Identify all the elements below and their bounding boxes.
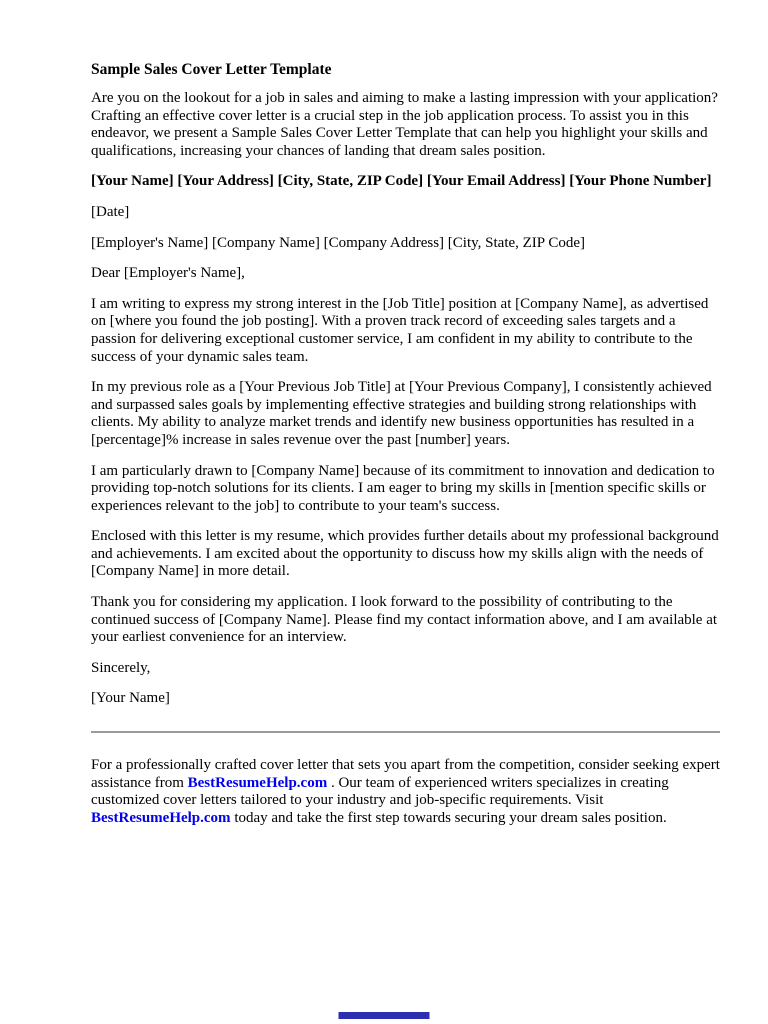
footer-promo-paragraph	[91, 757, 720, 827]
page-bottom-marker	[339, 1012, 430, 1019]
signature-placeholder-line: [Your Name]	[91, 690, 170, 707]
footer-text-segment-3: today and take the first step towards securing your dream sales position.	[230, 809, 667, 826]
employer-placeholder-line: [Employer's Name] [Company Name] [Company Address] [City, State, ZIP Code]	[91, 234, 585, 251]
closing-line: Sincerely,	[91, 659, 151, 676]
footer-divider	[91, 731, 720, 733]
bestresumehelp-link-2[interactable]: BestResumeHelp.com	[91, 809, 231, 826]
page-title: Sample Sales Cover Letter Template	[91, 61, 332, 78]
date-placeholder-line: [Date]	[91, 203, 130, 220]
body-paragraph-interest: I am writing to express my strong interest in the [Job Title] position at [Company Name], as advertised on [where you found the job posting]. With a proven track record of exceeding sales targets and a passion for delivering exceptional customer service, I am confident in my ability to contribute to the success of your dynamic sales team.	[91, 295, 709, 365]
intro-paragraph: Are you on the lookout for a job in sales and aiming to make a lasting impression with your application? Crafting an effective cover letter is a crucial step in the job application process. To assist you in this endeavor, we present a Sample Sales Cover Letter Template that can help you highlight your skills and qualifications, increasing your chances of landing that dream sales position.	[91, 90, 718, 159]
body-paragraph-thank-you: Thank you for considering my application. I look forward to the possibility of contributing to the continued success of [Company Name]. Please find my contact information above, and I am available at your earliest convenience for an interview.	[91, 594, 718, 646]
salutation-line: Dear [Employer's Name],	[91, 265, 245, 282]
bestresumehelp-link-1[interactable]: BestResumeHelp.com	[187, 774, 328, 791]
body-paragraph-drawn-to-company: I am particularly drawn to [Company Name] because of its commitment to innovation and dedication to providing top-notch solutions for its clients. I am eager to bring my skills in [mention specific skills or experiences relevant to the job] to contribute to your team's success.	[91, 462, 715, 514]
footer-text-segment-1: For a professionally crafted cover letter that sets you apart from the competition, consider seeking expert assistance from	[91, 757, 720, 791]
body-paragraph-previous-role: In my previous role as a [Your Previous Job Title] at [Your Previous Company], I consistently achieved and surpassed sales goals by implementing effective strategies and building strong relationships with clients. My ability to analyze market trends and identify new business opportunities has resulted in a [percentage]% increase in sales revenue over the past [number] years.	[91, 379, 712, 448]
contact-placeholder-line: [Your Name] [Your Address] [City, State, ZIP Code] [Your Email Address] [Your Phone Number]	[91, 173, 712, 190]
footer-text-segment-2: . Our team of experienced writers specializes in creating customized cover letters tailored to your industry and job-specific requirements. Visit	[91, 774, 669, 809]
body-paragraph-enclosed-resume: Enclosed with this letter is my resume, which provides further details about my professional background and achievements. I am excited about the opportunity to discuss how my skills align with the needs of [Company Name] in more detail.	[91, 528, 719, 580]
